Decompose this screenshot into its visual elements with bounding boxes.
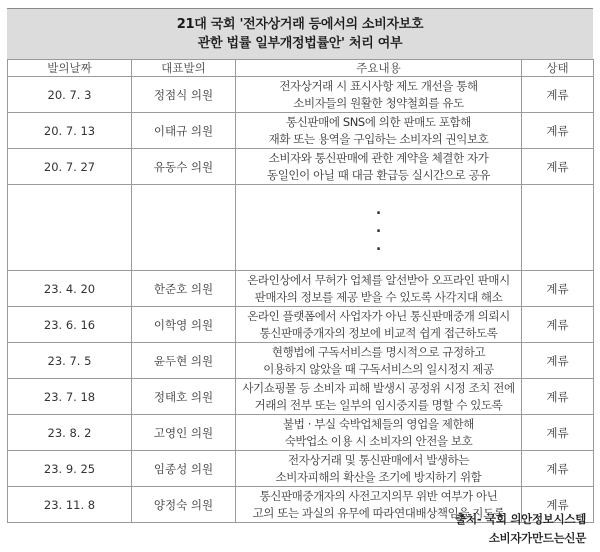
ellipsis-row <box>8 185 594 271</box>
cell-date: 23. 8. 2 <box>8 415 132 451</box>
header-status: 상태 <box>522 60 594 77</box>
table-header-row <box>8 60 594 77</box>
summary-line-2: 숙박업소 이용 시 소비자의 안전을 보호 <box>284 433 473 448</box>
ellipsis-cell-summary <box>236 185 522 271</box>
summary-line-2: 거래의 전부 또는 일부의 임시중지를 명할 수 있도록 <box>254 397 503 412</box>
publisher-credit: 소비자가만드는신문 <box>488 531 586 545</box>
cell-summary <box>236 415 522 451</box>
cell-summary <box>236 379 522 415</box>
summary-line-1: 소비자와 통신판매에 관한 계약을 체결한 자가 <box>268 150 489 165</box>
cell-date: 20. 7. 13 <box>8 113 132 149</box>
cell-representative: 이학영 의원 <box>132 307 236 343</box>
cell-status: 계류 <box>522 77 594 113</box>
cell-date: 20. 7. 3 <box>8 77 132 113</box>
cell-date: 23. 7. 5 <box>8 343 132 379</box>
cell-date: 20. 7. 27 <box>8 149 132 185</box>
cell-representative: 이태규 의원 <box>132 113 236 149</box>
bill-status-table-frame <box>7 8 593 523</box>
cell-summary <box>236 307 522 343</box>
table-row <box>8 271 594 307</box>
table-title-line-2: 관한 법률 일부개정법률안' 처리 여부 <box>197 36 403 51</box>
cell-status: 계류 <box>522 487 594 523</box>
cell-summary <box>236 451 522 487</box>
cell-representative: 정태호 의원 <box>132 379 236 415</box>
summary-line-2: 소비자피해의 확산을 조기에 방지하기 위함 <box>275 469 482 484</box>
summary-line-1: 현행법에 구독서비스를 명시적으로 규정하고 <box>271 344 486 359</box>
cell-status: 계류 <box>522 451 594 487</box>
table-row <box>8 343 594 379</box>
cell-summary <box>236 149 522 185</box>
summary-line-2: 동일인이 아닐 때 대금 환급등 실시간으로 공유 <box>266 167 490 182</box>
cell-date: 23. 4. 20 <box>8 271 132 307</box>
cell-summary <box>236 271 522 307</box>
summary-line-2: 고의 또는 과실의 유무에 따라연대배상책임을 지도록 <box>252 505 505 520</box>
summary-line-1: 온라인상에서 무허가 업체를 알선받아 오프라인 판매시 <box>247 272 510 287</box>
summary-line-2: 판매자의 정보를 제공 받을 수 있도록 사각지대 해소 <box>254 289 503 304</box>
summary-line-2: 통신판매중개자의 정보에 비교적 쉽게 접근하도록 <box>259 325 498 340</box>
summary-line-2: 소비자들의 원활한 청약철회를 유도 <box>293 95 464 110</box>
cell-date: 23. 9. 25 <box>8 451 132 487</box>
cell-summary <box>236 343 522 379</box>
cell-status: 계류 <box>522 415 594 451</box>
table-row <box>8 307 594 343</box>
summary-line-1: 전자상거래 및 통신판매에서 발생하는 <box>287 452 470 467</box>
cell-representative: 고영인 의원 <box>132 415 236 451</box>
table-row <box>8 113 594 149</box>
cell-date: 23. 6. 16 <box>8 307 132 343</box>
table-row <box>8 149 594 185</box>
summary-line-1: 전자상거래 시 표시사항 제도 개선을 통해 <box>279 78 478 93</box>
bill-status-table <box>7 59 594 523</box>
cell-summary <box>236 113 522 149</box>
header-representative: 대표발의 <box>132 60 236 77</box>
summary-line-1: 온라인 플랫폼에서 사업자가 아닌 통신판매중개 의뢰시 <box>247 308 510 323</box>
header-summary: 주요내용 <box>236 60 522 77</box>
summary-line-2: 재화 또는 용역을 구입하는 소비자의 권익보호 <box>268 131 489 146</box>
cell-status: 계류 <box>522 149 594 185</box>
cell-summary <box>236 77 522 113</box>
cell-status: 계류 <box>522 113 594 149</box>
summary-line-1: 통신판매에 SNS에 의한 판매도 포함해 <box>286 114 471 129</box>
cell-status: 계류 <box>522 379 594 415</box>
ellipsis-cell-date <box>8 185 132 271</box>
cell-representative: 양정숙 의원 <box>132 487 236 523</box>
vertical-ellipsis <box>236 201 521 255</box>
table-row <box>8 415 594 451</box>
ellipsis-dot: . <box>375 237 382 254</box>
header-date: 발의날짜 <box>8 60 132 77</box>
table-title-box <box>7 8 593 59</box>
source-credit: 출처- 국회 의안정보시스템 <box>455 512 586 526</box>
cell-representative: 임종성 의원 <box>132 451 236 487</box>
cell-representative: 윤두현 의원 <box>132 343 236 379</box>
cell-representative: 한준호 의원 <box>132 271 236 307</box>
summary-line-2: 이용하지 않았을 때 구독서비스의 일시정지 제공 <box>263 361 494 376</box>
cell-status: 계류 <box>522 271 594 307</box>
table-row <box>8 379 594 415</box>
summary-line-1: 사기쇼핑몰 등 소비자 피해 발생시 공정위 시정 조치 전에 <box>242 380 515 395</box>
table-row <box>8 451 594 487</box>
ellipsis-dot: . <box>375 219 382 236</box>
table-row <box>8 77 594 113</box>
summary-line-1: 통신판매중개자의 사전고지의무 위반 여부가 아닌 <box>259 488 498 503</box>
ellipsis-dot: . <box>375 201 382 218</box>
ellipsis-cell-status <box>522 185 594 271</box>
cell-representative: 정점식 의원 <box>132 77 236 113</box>
ellipsis-cell-representative <box>132 185 236 271</box>
cell-date: 23. 7. 18 <box>8 379 132 415</box>
footer <box>455 510 586 548</box>
cell-status: 계류 <box>522 343 594 379</box>
cell-date: 23. 11. 8 <box>8 487 132 523</box>
table-title-line-1: 21대 국회 '전자상거래 등에서의 소비자보호 <box>176 17 424 32</box>
summary-line-1: 불법 · 부실 숙박업체들의 영업을 제한해 <box>283 416 474 431</box>
cell-representative: 유동수 의원 <box>132 149 236 185</box>
cell-status: 계류 <box>522 307 594 343</box>
